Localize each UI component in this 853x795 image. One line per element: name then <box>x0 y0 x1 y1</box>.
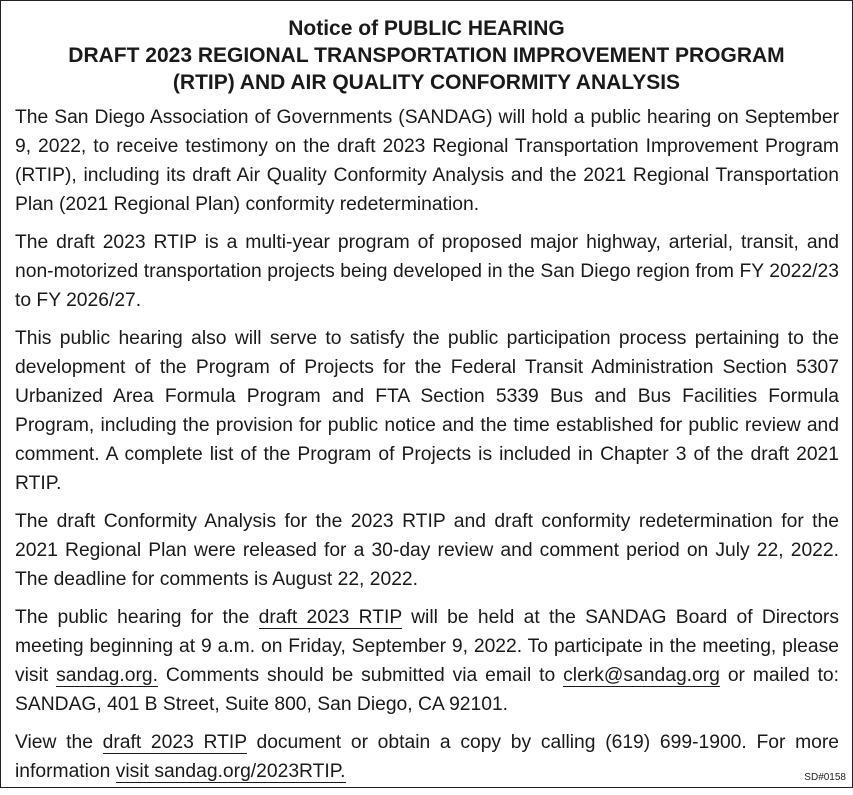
paragraph-conformity-analysis: The draft Conformity Analysis for the 2023 RTIP and draft conformity redetermination for the 2021 Regional Plan were released for a 30-day review and comment period on July 22, 2022. The deadline for comments is August 22, 2022. <box>15 511 839 590</box>
heading-subtitle-line2: (RTIP) AND AIR QUALITY CONFORMITY ANALYSIS <box>172 71 681 94</box>
rtip-info-link[interactable]: visit sandag.org/2023RTIP. <box>115 761 346 782</box>
hearing-text-3: Comments should be submitted via email to <box>157 665 564 686</box>
heading-subtitle-line1: DRAFT 2023 REGIONAL TRANSPORTATION IMPROVEMENT PROGRAM <box>68 44 785 67</box>
view-text-2: document or obtain a copy by calling (619) 699-1900. For more information <box>15 732 839 782</box>
paragraph-rtip-description: The draft 2023 RTIP is a multi-year program of proposed major highway, arterial, transit, and non-motorized transportation projects being developed in the San Diego region from FY 2022/23 to FY 2026/27. <box>15 232 839 311</box>
draft-rtip-link[interactable]: draft 2023 RTIP <box>258 607 402 628</box>
sandag-website-link[interactable]: sandag.org. <box>56 665 158 686</box>
hearing-text-4: or mailed to: SANDAG, 401 B Street, Suite 800, San Diego, CA 92101. <box>15 665 840 715</box>
ad-code: SD#0158 <box>804 772 846 783</box>
clerk-email-link[interactable]: clerk@sandag.org <box>563 665 720 686</box>
draft-rtip-document-link[interactable]: draft 2023 RTIP <box>102 732 247 753</box>
heading-title: Notice of PUBLIC HEARING <box>288 17 565 40</box>
view-text-1: View the <box>15 732 103 753</box>
notice-body <box>15 103 839 795</box>
paragraph-public-participation: This public hearing also will serve to satisfy the public participation process pertaining to the development of the Program of Projects for the Federal Transit Administration Section 5307 Urbanized Area Formula Program and FTA Section 5339 Bus and Bus Facilities Formula Program, including the provision for public notice and the time established for public review and comment. A complete list of the Program of Projects is included in Chapter 3 of the draft 2021 RTIP. <box>15 328 839 494</box>
hearing-text-1: The public hearing for the <box>15 607 259 628</box>
notice-heading <box>1 15 852 96</box>
paragraph-hearing-details <box>15 603 839 719</box>
hearing-text-2: will be held at the SANDAG Board of Directors meeting beginning at 9 a.m. on Friday, September 9, 2022. To participate in the meeting, please visit <box>15 607 839 686</box>
paragraph-hearing-announcement: The San Diego Association of Governments (SANDAG) will hold a public hearing on September 9, 2022, to receive testimony on the draft 2023 Regional Transportation Improvement Program (RTIP), including its draft Air Quality Conformity Analysis and the 2021 Regional Transportation Plan (2021 Regional Plan) conformity redetermination. <box>15 107 839 215</box>
paragraph-view-document <box>15 728 839 786</box>
